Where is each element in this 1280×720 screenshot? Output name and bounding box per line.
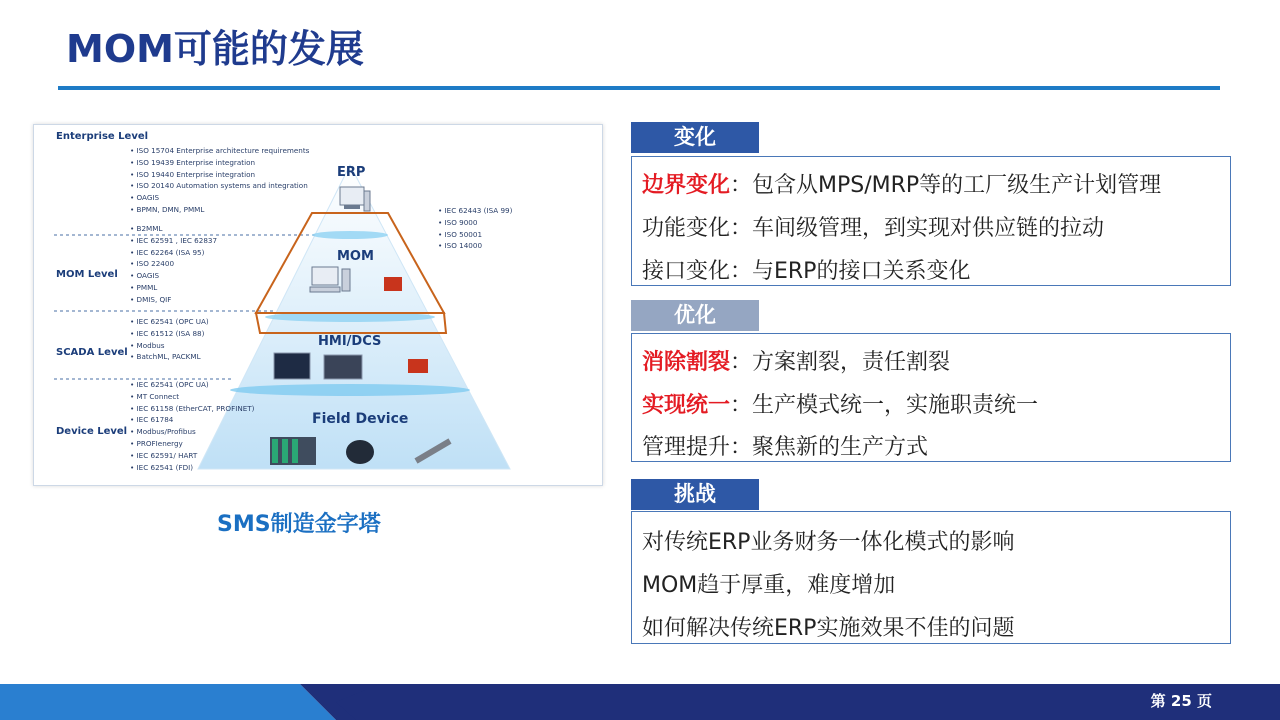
section-box-challenge [631,511,1231,644]
list-item: • B2MML [130,223,217,235]
right-standards-list [438,205,512,252]
section-line [642,211,1104,242]
line-text: 接口变化：与ERP的接口关系变化 [642,259,971,284]
list-item: • IEC 61784 [130,414,254,426]
pyramid-hmi-label: HMI/DCS [318,334,382,349]
line-text: 对传统ERP业务财务一体化模式的影响 [642,530,1015,555]
list-item: • Modbus/Profibus [130,426,254,438]
list-item: • ISO 9000 [438,217,512,229]
section-box-change [631,156,1231,286]
line-text: ：方案割裂，责任割裂 [730,350,951,375]
list-item: • ISO 14000 [438,240,512,252]
page-number: 第 25 页 [1150,692,1212,710]
list-item: • IEC 62541 (FDI) [130,462,254,474]
highlight-text: 实现统一 [642,393,731,418]
highlight-text: 消除割裂 [642,350,731,375]
mom-level-label: MOM Level [56,269,118,280]
line-text: MOM趋于厚重，难度增加 [642,573,896,598]
section-line [642,345,950,376]
section-tag-challenge: 挑战 [631,479,759,510]
list-item: • PROFIenergy [130,438,254,450]
list-item: • OAGIS [130,192,309,204]
sms-pyramid-figure [33,124,603,486]
highlight-text: 边界变化 [642,173,731,198]
list-item: • ISO 19439 Enterprise integration [130,157,309,169]
line-text: 如何解决传统ERP实施效果不佳的问题 [642,616,1015,641]
enterprise-level-label: Enterprise Level [56,131,149,142]
list-item: • BatchML, PACKML [130,351,209,363]
section-line [642,254,970,285]
section-tag-change: 变化 [631,122,759,153]
list-item: • ISO 22400 [130,258,217,270]
line-text: ：包含从MPS/MRP等的工厂级生产计划管理 [730,173,1162,198]
list-item: • PMML [130,282,217,294]
device-level-label: Device Level [56,426,128,437]
section-box-optimize [631,333,1231,462]
list-item: • IEC 61158 (EtherCAT, PROFINET) [130,403,254,415]
list-item: • IEC 62541 (OPC UA) [130,316,209,328]
section-line [642,168,1161,199]
section-tag-optimize: 优化 [631,300,759,331]
list-item: • IEC 62591/ HART [130,450,254,462]
figure-caption: SMS制造金字塔 [217,512,381,537]
list-item: • DMIS, QIF [130,294,217,306]
list-item: • Modbus [130,340,209,352]
section-line [642,611,1014,642]
enterprise-standards-list [130,145,309,216]
list-item: • IEC 62264 (ISA 95) [130,247,217,259]
list-item: • ISO 19440 Enterprise integration [130,169,309,181]
mom-standards-list [130,223,217,306]
list-item: • IEC 61512 (ISA 88) [130,328,209,340]
page-title: MOM可能的发展 [66,27,364,71]
pyramid-field-label: Field Device [312,411,409,427]
list-item: • IEC 62541 (OPC UA) [130,379,254,391]
section-line [642,388,1038,419]
list-item: • BPMN, DMN, PMML [130,204,309,216]
section-line [642,568,895,599]
list-item: • ISO 20140 Automation systems and integration [130,180,309,192]
pyramid-mom-label: MOM [337,249,374,264]
list-item: • IEC 62443 (ISA 99) [438,205,512,217]
list-item: • IEC 62591 , IEC 62837 [130,235,217,247]
pyramid-erp-label: ERP [337,165,366,180]
footer-bar [0,684,1280,720]
device-standards-list [130,379,254,473]
line-text: ：生产模式统一，实施职责统一 [730,393,1039,418]
section-line [642,525,1014,556]
section-line [642,430,928,461]
title-divider [58,86,1220,90]
scada-level-label: SCADA Level [56,347,128,358]
list-item: • MT Connect [130,391,254,403]
line-text: 功能变化：车间级管理，到实现对供应链的拉动 [642,216,1105,241]
scada-standards-list [130,316,209,363]
list-item: • ISO 15704 Enterprise architecture requirements [130,145,309,157]
list-item: • OAGIS [130,270,217,282]
list-item: • ISO 50001 [438,229,512,241]
line-text: 管理提升：聚焦新的生产方式 [642,435,929,460]
